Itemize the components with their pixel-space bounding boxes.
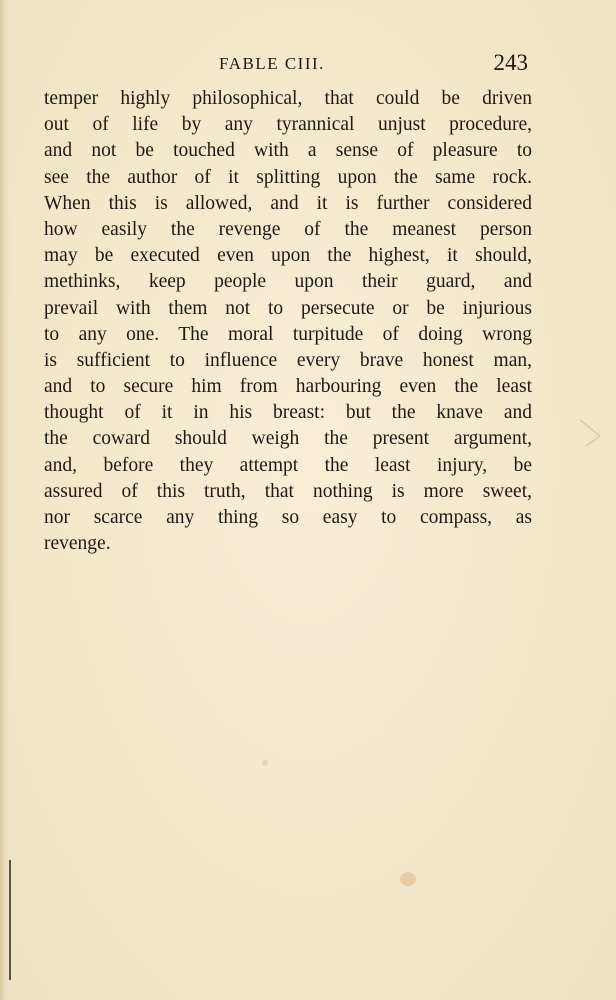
running-head	[44, 50, 528, 78]
foxing-stain	[262, 760, 268, 766]
text-line: is sufficient to influence every brave honest man,	[44, 349, 532, 371]
foxing-stain	[400, 872, 416, 886]
text-line: and to secure him from harbouring even the least	[44, 376, 532, 398]
body-text	[44, 86, 532, 557]
text-line: out of life by any tyrannical unjust procedure,	[44, 114, 532, 136]
binding-edge	[0, 0, 10, 1000]
text-line: revenge.	[44, 533, 111, 555]
text-line: temper highly philosophical, that could be driven	[44, 88, 532, 109]
page-number: 243	[493, 50, 528, 75]
text-line: and, before they attempt the least injury, be	[44, 454, 532, 476]
text-line: nor scarce any thing so easy to compass, as	[44, 507, 532, 528]
text-line: methinks, keep people upon their guard, and	[44, 271, 532, 293]
text-line: to any one. The moral turpitude of doing wrong	[44, 323, 532, 345]
pencil-mark	[578, 418, 604, 448]
text-line: thought of it in his breast: but the knave and	[44, 402, 532, 424]
fable-title: FABLE CIII.	[219, 54, 325, 73]
binding-shadow-line	[9, 860, 11, 980]
text-line: When this is allowed, and it is further considered	[44, 192, 532, 214]
text-line: how easily the revenge of the meanest person	[44, 218, 532, 240]
text-line: and not be touched with a sense of pleasure to	[44, 140, 532, 162]
text-line: may be executed even upon the highest, it should,	[44, 245, 532, 267]
text-line: assured of this truth, that nothing is more sweet,	[44, 480, 532, 502]
text-line: see the author of it splitting upon the same rock.	[44, 166, 532, 188]
text-line: the coward should weigh the present argument,	[44, 428, 532, 450]
text-line: prevail with them not to persecute or be injurious	[44, 297, 532, 319]
